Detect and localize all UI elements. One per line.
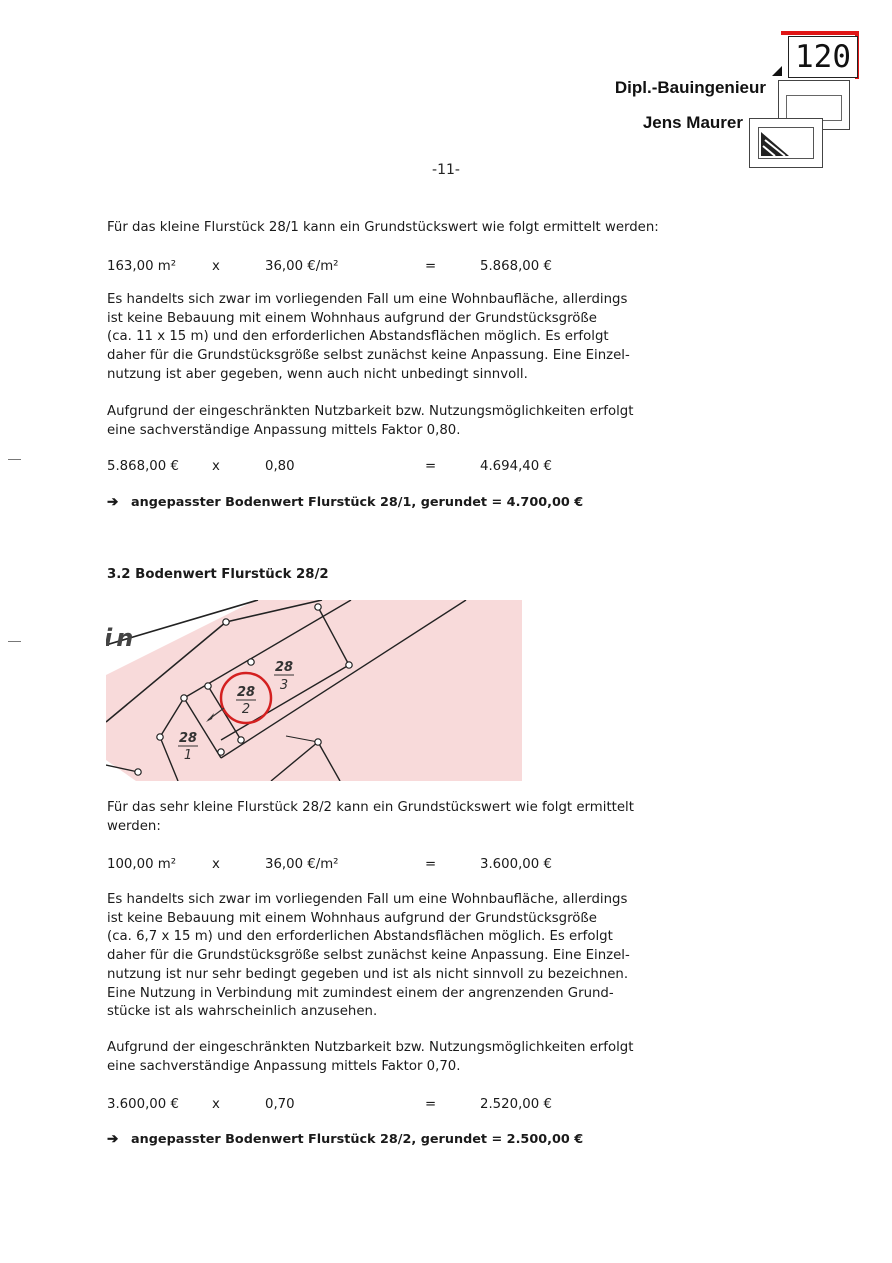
result-28-1 bbox=[107, 494, 583, 510]
street-name-fragment: in bbox=[106, 624, 138, 652]
calc-value-a: 163,00 m² bbox=[107, 259, 177, 274]
arrow-right-icon: ➔ bbox=[107, 494, 119, 509]
text-line: ist keine Bebauung mit einem Wohnhaus aufgrund der Grundstücksgröße bbox=[107, 310, 597, 326]
firm-title: Dipl.-Bauingenieur bbox=[614, 78, 766, 97]
text-line: Es handelts sich zwar im vorliegenden Fall um eine Wohnbaufläche, allerdings bbox=[107, 292, 628, 307]
text-line: daher für die Grundstücksgröße selbst zunächst keine Anpassung. Eine Einzel- bbox=[107, 948, 630, 964]
page-stamp-number: 120 bbox=[788, 36, 858, 78]
text-line: eine sachverständige Anpassung mittels Faktor 0,70. bbox=[107, 1058, 461, 1074]
parcel-label-sub: 3 bbox=[279, 678, 289, 693]
calc-equals: = bbox=[425, 259, 437, 274]
calc-equals: = bbox=[425, 1097, 437, 1112]
text-line: ist keine Bebauung mit einem Wohnhaus aufgrund der Grundstücksgröße bbox=[107, 910, 597, 926]
calc-result: 4.694,40 € bbox=[480, 459, 552, 474]
calc-28-2-adjusted bbox=[107, 1096, 667, 1114]
intro-28-2 bbox=[107, 799, 707, 836]
calc-operator: x bbox=[212, 459, 220, 474]
paragraph-28-2-adjustment bbox=[107, 1039, 707, 1076]
logo-frame-lower-inner bbox=[758, 127, 814, 159]
cadastral-map bbox=[106, 600, 522, 781]
calc-value-b: 0,80 bbox=[265, 459, 295, 474]
stairs-icon bbox=[759, 128, 815, 160]
calc-28-2-base bbox=[107, 856, 667, 874]
parcel-label-num: 28 bbox=[236, 685, 256, 700]
calc-value-a: 5.868,00 € bbox=[107, 459, 179, 474]
text-line: Aufgrund der eingeschränkten Nutzbarkeit bzw. Nutzungsmöglichkeiten erfolgt bbox=[107, 404, 634, 419]
calc-operator: x bbox=[212, 1097, 220, 1112]
calc-equals: = bbox=[425, 459, 437, 474]
text-line: nutzung ist aber gegeben, wenn auch nicht unbedingt sinnvoll. bbox=[107, 366, 528, 382]
margin-mark bbox=[8, 641, 21, 642]
paragraph-28-1-usage bbox=[107, 291, 707, 385]
text-line: werden: bbox=[107, 818, 161, 834]
calc-value-b: 36,00 €/m² bbox=[265, 857, 339, 872]
stamp-corner-icon bbox=[772, 66, 782, 76]
text-line: daher für die Grundstücksgröße selbst zunächst keine Anpassung. Eine Einzel- bbox=[107, 348, 630, 364]
text-line: Für das sehr kleine Flurstück 28/2 kann ein Grundstückswert wie folgt ermittelt bbox=[107, 800, 634, 815]
parcel-label-sub: 1 bbox=[183, 748, 193, 763]
calc-28-1-base bbox=[107, 258, 667, 276]
calc-result: 5.868,00 € bbox=[480, 259, 552, 274]
firm-name: Jens Maurer bbox=[642, 113, 743, 132]
paragraph-28-1-adjustment bbox=[107, 403, 707, 440]
cadastral-map-drawing bbox=[106, 600, 522, 781]
text-line: stücke ist als wahrscheinlich anzusehen. bbox=[107, 1004, 378, 1020]
text-line: nutzung ist nur sehr bedingt gegeben und ist als nicht sinnvoll zu bezeichnen. bbox=[107, 966, 629, 982]
section-heading-28-2: 3.2 Bodenwert Flurstück 28/2 bbox=[107, 567, 329, 582]
calc-result: 3.600,00 € bbox=[480, 857, 552, 872]
parcel-label-sub: 2 bbox=[241, 702, 251, 717]
text-line: Eine Nutzung in Verbindung mit zumindest einem der angrenzenden Grund- bbox=[107, 985, 614, 1001]
calc-value-a: 3.600,00 € bbox=[107, 1097, 179, 1112]
calc-equals: = bbox=[425, 857, 437, 872]
margin-mark bbox=[8, 459, 21, 460]
page-number: -11- bbox=[432, 162, 460, 178]
result-28-2 bbox=[107, 1131, 583, 1147]
calc-operator: x bbox=[212, 259, 220, 274]
calc-value-b: 36,00 €/m² bbox=[265, 259, 339, 274]
calc-28-1-adjusted bbox=[107, 458, 667, 476]
result-text: angepasster Bodenwert Flurstück 28/1, gerundet = 4.700,00 € bbox=[131, 495, 584, 510]
parcel-label-num: 28 bbox=[274, 660, 294, 675]
result-text: angepasster Bodenwert Flurstück 28/2, gerundet = 2.500,00 € bbox=[131, 1132, 584, 1147]
text-line: eine sachverständige Anpassung mittels Faktor 0,80. bbox=[107, 422, 461, 438]
parcel-label-num: 28 bbox=[178, 731, 198, 746]
text-line: Es handelts sich zwar im vorliegenden Fall um eine Wohnbaufläche, allerdings bbox=[107, 892, 628, 907]
arrow-right-icon: ➔ bbox=[107, 1131, 119, 1146]
calc-operator: x bbox=[212, 857, 220, 872]
calc-result: 2.520,00 € bbox=[480, 1097, 552, 1112]
calc-value-a: 100,00 m² bbox=[107, 857, 177, 872]
text-line: (ca. 6,7 x 15 m) und den erforderlichen Abstandsflächen möglich. Es erfolgt bbox=[107, 929, 613, 945]
intro-28-1: Für das kleine Flurstück 28/1 kann ein Grundstückswert wie folgt ermittelt werden: bbox=[107, 220, 659, 235]
text-line: Aufgrund der eingeschränkten Nutzbarkeit bzw. Nutzungsmöglichkeiten erfolgt bbox=[107, 1040, 634, 1055]
text-line: (ca. 11 x 15 m) und den erforderlichen Abstandsflächen möglich. Es erfolgt bbox=[107, 329, 609, 345]
paragraph-28-2-usage bbox=[107, 891, 707, 1022]
calc-value-b: 0,70 bbox=[265, 1097, 295, 1112]
